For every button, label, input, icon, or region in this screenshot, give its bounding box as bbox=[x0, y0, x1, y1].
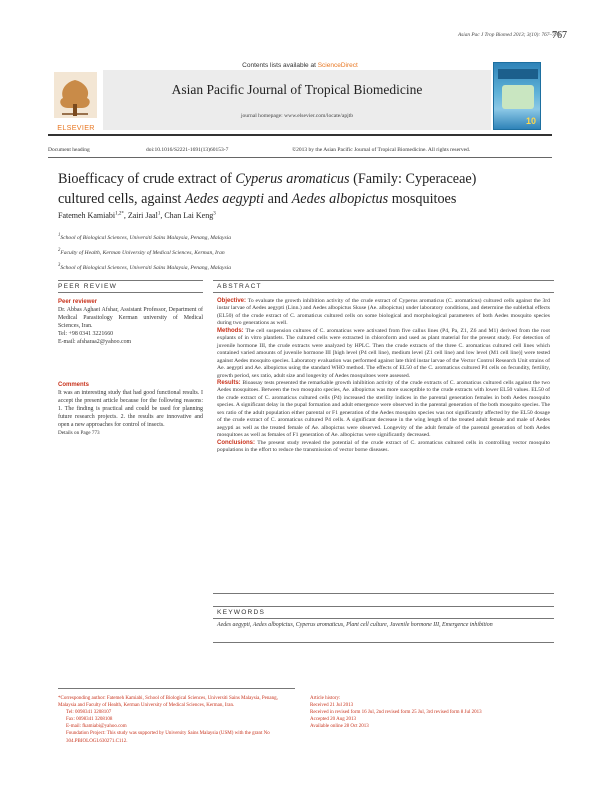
title-species-albopictus: Aedes albopictus bbox=[291, 191, 389, 207]
keywords-heading-rule bbox=[213, 618, 554, 619]
conclusions-label: Conclusions: bbox=[217, 439, 256, 446]
journal-homepage[interactable]: journal homepage: www.elsevier.com/locate/apjtb bbox=[240, 113, 354, 119]
header-rule bbox=[48, 134, 552, 136]
author-sup: 1,2* bbox=[115, 211, 124, 217]
keywords-top-rule bbox=[213, 606, 554, 607]
peer-reviewer-email[interactable]: E-mail: afsharaa2@yahoo.com bbox=[58, 339, 132, 345]
abstract-top-rule bbox=[213, 280, 554, 281]
peer-review-bottom-rule bbox=[58, 292, 203, 293]
article-history bbox=[310, 695, 550, 730]
footnote-tel: Tel: 0098341 3208107 bbox=[66, 710, 112, 716]
title-line2-mid: and bbox=[264, 191, 292, 207]
objective-text: To evaluate the growth inhibition activity of the crude extract of Cyperus aromaticus (C. aromaticus) cultured cells against the 3rd instar larvae of Aedes aegypti (Linn.) and Aedes albopictus Skuse (Ae. albopictus) under laboratory conditions, and determine the sublethal effects (EL50) of the crude extract of C. aromaticus cultured cells on some biological and morphological parameters of both Aedes mosquito species during two generations as well. bbox=[217, 298, 551, 327]
foundation-project: Foundation Project: This study was supported by University Sains Malaysia (USM) with the grant No 304.PBIOLOGI.630271.C112. bbox=[66, 731, 270, 744]
abstract-body bbox=[217, 298, 550, 455]
peer-reviewer-block bbox=[58, 298, 203, 346]
methods-text: The cell suspension cultures of C. aromaticus were activated from five callus lines (P4, Pa, Z1, Z6 and M1) derived from the root explants of in vitro plantlets. The cultured cells were extracted in chloroform and used as plant material for the present study. For detection of juvenile hormone III, the crude extracts were analyzed by HPLC. Then the crude extracts of the three C. aromaticus cultured cell lines which contained varied amounts of juvenile hormone III [high level (P4 cell line), medium level (Z1 cell line) and low level (M1 cell line)] were tested against Aedes mosquito species. Laboratory evaluation was performed against late third instar larvae of the Vector Control Research Unit strains of Ae. aegypti and Ae. albopictus using the standard WHO method. The effects of EL50 of the C. aromaticus cultured P4 cells on fecundity, fertility, growth period, sex ratio, adult size and longevity of Aedes mosquitoes were assessed. bbox=[217, 327, 550, 379]
author-name: Chan Lai Keng bbox=[164, 211, 214, 220]
keywords-text: Aedes aegypti, Aedes albopictus, Cyperus aromaticus, Plant cell culture, Juvenile hormone III, Emergence inhibition bbox=[217, 622, 493, 628]
peer-review-heading: PEER REVIEW bbox=[58, 283, 117, 290]
affiliation-text: Faculty of Health, Kerman University of Medical Sciences, Kerman, Iran bbox=[60, 249, 225, 256]
page-number: 767 bbox=[552, 30, 567, 41]
author-list: Fatemeh Kamiabi$^{1,2*}$, Zairi Jaal$^1$, Chan Lai Keng$^3$ bbox=[58, 211, 216, 220]
doi[interactable]: doi:10.1016/S2221-1691(13)60153-7 bbox=[146, 147, 229, 153]
results-text: Bioassay tests presented the remarkable growth inhibition activity of the crude extracts of C. aromaticus cultured cells against the two Aedes mosquitoes. Between the two mosquito species, Ae. albopictus was more susceptible to the crude extracts with lower EL50 values. EL50 of the crude extract of C. aromaticus cultured cells (P4) increased the sterility indices in the parental generation females in both Aedes mosquito species. A significant delay in the pupal formation and adult emergence were observed in the parental generation of the both mosquito species. The sex ratio of the adult population either parental or F1 generation of the Aedes mosquito species was not significantly affected by the EL50 dosage of the crude extract of C. aromaticus cultured P4 cells. A significant decrease in the wing length of the treated adult female and male of Aedes aegypti as well as the treated female of Ae. albopictus were observed. Longevity of the adult female of the parental generation of both Aedes mosquitoes as well as females of F1 generation of Ae. albopictus were significantly decreased. bbox=[217, 379, 551, 439]
article-title bbox=[58, 169, 558, 209]
journal-title: Asian Pacific Journal of Tropical Biomedicine bbox=[171, 82, 423, 97]
cover-issue-number: 10 bbox=[525, 116, 536, 126]
details-link[interactable]: Details on Page 773 bbox=[58, 430, 100, 436]
peer-review-top-rule bbox=[58, 280, 203, 281]
copyright: ©2013 by the Asian Pacific Journal of Tropical Biomedicine. All rights reserved. bbox=[292, 147, 471, 153]
abstract-methods bbox=[217, 328, 550, 380]
affiliation bbox=[58, 233, 231, 241]
contents-prefix: Contents lists available at bbox=[242, 62, 316, 69]
history-revised: Received in revised form 16 Jul, 2nd revised form 25 Jul, 3rd revised form 8 Jul 2013 bbox=[310, 710, 482, 716]
methods-label: Methods: bbox=[217, 327, 244, 334]
affiliation-text: School of Biological Sciences, Universiti Sains Malaysia, Penang, Malaysia bbox=[60, 234, 232, 241]
affiliation-text: School of Biological Sciences, Universiti Sains Malaysia, Penang, Malaysia bbox=[60, 264, 232, 271]
keywords-bottom-rule bbox=[213, 642, 554, 643]
author-name: Zairi Jaal bbox=[127, 211, 158, 220]
title-species: Cyperus aromaticus bbox=[235, 171, 350, 187]
running-head: Asian Pac J Trop Biomed 2013; 3(10): 767–775 bbox=[457, 32, 560, 38]
history-received: Received 21 Jul 2013 bbox=[310, 703, 354, 709]
affiliation bbox=[58, 263, 231, 271]
elsevier-tree-logo bbox=[48, 70, 103, 130]
title-line2-post: mosquitoes bbox=[388, 191, 457, 207]
doc-line-rule bbox=[48, 157, 552, 158]
abstract-objective bbox=[217, 298, 550, 328]
peer-reviewer-heading: Peer reviewer bbox=[58, 299, 98, 305]
conclusions-text: The present study revealed the potential of the crude extract of C. aromaticus cultured cells in controlling vector mosquito populations in the effort to reduce the transmission of vector borne diseases. bbox=[217, 439, 550, 454]
objective-label: Objective: bbox=[217, 298, 247, 304]
keywords-heading: KEYWORDS bbox=[217, 609, 266, 616]
history-accepted: Accepted 20 Aug 2013 bbox=[310, 717, 356, 723]
peer-reviewer-text: Dr. Abbas Aghaei Afshar, Assistant Professor, Department of Medical Parasitology Kerman university of Medical Sciences, Iran. bbox=[58, 307, 203, 329]
comments-text: It was an interesting study that had good functional results. I accept the present article because for the following reasons: 1. The finding is practical and could be used for planning future research projects. 2. the results are innovative and open a new approaches for control of insects. bbox=[58, 390, 203, 428]
document-heading: Document heading bbox=[48, 147, 90, 153]
affiliation-sup: 2 bbox=[58, 248, 61, 253]
history-heading: Article history: bbox=[310, 696, 341, 701]
footnotes bbox=[58, 695, 295, 745]
author-name: Fatemeh Kamiabi bbox=[58, 211, 116, 220]
title-line2-pre: cultured cells, against bbox=[58, 191, 185, 207]
title-line1-post: (Family: Cyperaceae) bbox=[349, 171, 477, 187]
journal-header-box bbox=[103, 70, 491, 130]
comments-heading: Comments bbox=[58, 382, 90, 388]
corresponding-author: *Corresponding author: Fatemeh Kamiabi, School of Biological Sciences, Universiti Sains Malaysia, Penang, Malaysia and Faculty of Health, Kerman University of Medical Sciences, Kerman, Iran. bbox=[58, 696, 278, 709]
journal-cover bbox=[493, 62, 541, 130]
author-sup: 3 bbox=[213, 211, 216, 217]
affiliation bbox=[58, 248, 225, 256]
affiliation-sup: 1 bbox=[58, 233, 61, 238]
sciencedirect-link[interactable]: ScienceDirect bbox=[317, 62, 358, 69]
affiliation-sup: 3 bbox=[58, 263, 61, 268]
footnote-email[interactable]: E-mail: fkamiabi@yahoo.com bbox=[66, 724, 127, 730]
footnote-fax: Fax: 0098341 3208108 bbox=[66, 717, 113, 723]
title-species-aegypti: Aedes aegypti bbox=[184, 191, 265, 207]
abstract-conclusions bbox=[217, 440, 550, 455]
title-line1-pre: Bioefficacy of crude extract of bbox=[58, 171, 236, 187]
abstract-heading-rule bbox=[213, 292, 554, 293]
abstract-results bbox=[217, 380, 550, 440]
elsevier-wordmark: ELSEVIER bbox=[57, 123, 95, 132]
footnote-rule bbox=[58, 688, 295, 689]
peer-reviewer-tel: Tel: +98 0341 3221660 bbox=[58, 331, 114, 337]
history-online: Available online 28 Oct 2013 bbox=[310, 724, 369, 730]
results-label: Results: bbox=[217, 379, 241, 386]
comments-block bbox=[58, 381, 203, 437]
author-sup: 1 bbox=[157, 211, 161, 217]
abstract-heading: ABSTRACT bbox=[217, 283, 262, 290]
cover-title-bar bbox=[498, 69, 538, 79]
cover-image bbox=[502, 85, 534, 109]
